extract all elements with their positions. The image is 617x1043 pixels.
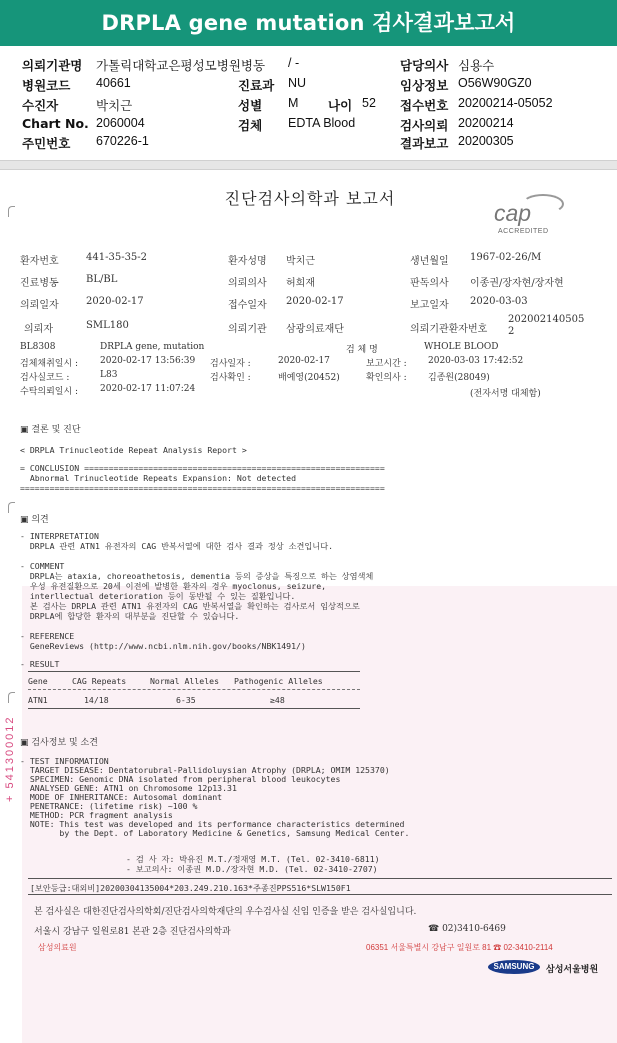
label: 진료과 [238, 78, 275, 93]
label: 수진자 [22, 98, 59, 113]
label: Chart No. [22, 116, 89, 131]
report-date: 20200305 [458, 134, 514, 148]
label: 결과보고 [400, 136, 449, 151]
label: 의뢰자 [24, 324, 53, 335]
certification-note: 본 검사실은 대한진단검사의학회/진단검사의학재단의 우수검사실 신임 인증을 받은 검사실입니다. [34, 907, 417, 917]
result-col-normal: Normal Alleles [150, 676, 220, 686]
label: 의뢰기관환자번호 [410, 324, 488, 335]
hospital-code: 40661 [96, 76, 131, 90]
interpretation-text: DRPLA 관련 ATN1 유전자의 CAG 반복서열에 대한 검사 결과 정상 소견입니다. [20, 541, 334, 551]
label: 접수일자 [228, 300, 267, 311]
test-info-line: NOTE: This test was developed and its performance characteristics determined [20, 819, 405, 829]
referring-institution: 삼광의료재단 [286, 324, 344, 335]
patient-name: 박치근 [286, 256, 315, 267]
section-heading: ▣ 결론 및 진단 [20, 425, 81, 435]
security-line: [보안등급:대외비]20200304135004*203.249.210.163*주종진PPS516*SLW150F1 [30, 883, 351, 893]
conclusion-rule: ========================================================================== [20, 483, 385, 493]
result-col-cag: CAG Repeats [72, 676, 127, 686]
label: 접수번호 [400, 98, 449, 113]
label: 보고시간 : [366, 359, 407, 369]
label: 환자번호 [20, 256, 59, 267]
label: 검사실코드 : [20, 373, 70, 383]
label: 검사의뢰 [400, 118, 449, 133]
reading-doctors: 이종권/장자현/장자현 [470, 278, 564, 289]
chart-number: 2060004 [96, 116, 145, 130]
ssn: 670226-1 [96, 134, 149, 148]
comment-line: 우성 유전질환으로 20세 이전에 발병한 환자의 경우 myoclonus, seizure, [20, 581, 327, 591]
label: 담당의사 [400, 58, 449, 73]
lab-address: 서울시 강남구 일원로81 본관 2층 진단검사의학과 [34, 927, 231, 937]
label: 검사확인 : [210, 373, 251, 383]
doctor: 심용수 [458, 59, 495, 73]
reference-text: GeneReviews (http://www.ncbi.nlm.nih.gov/books/NBK1491/) [20, 641, 306, 651]
institution: 가톨릭대학교은평성모병원병동 [96, 59, 266, 73]
label: 의뢰일자 [20, 300, 59, 311]
test-info-line: MODE OF INHERITANCE: Autosomal dominant [20, 792, 223, 802]
label: 판독의사 [410, 278, 449, 289]
label: 의뢰의사 [228, 278, 267, 289]
analysis-title: < DRPLA Trinucleotide Repeat Analysis Report > [20, 445, 247, 455]
test-code: BL8308 [20, 342, 56, 352]
comment-line: DRPLA는 ataxia, choreoathetosis, dementia 등의 증상을 특징으로 하는 상염색체 [20, 571, 374, 581]
report-banner: DRPLA gene mutation 검사결과보고서 [0, 0, 617, 46]
specimen-name: WHOLE BLOOD [424, 342, 499, 352]
ward: / - [288, 56, 300, 70]
cap-accredited-logo [484, 194, 564, 238]
age: 52 [362, 96, 376, 110]
section-heading: ▣ 검사정보 및 소견 [20, 738, 98, 748]
section-separator [0, 160, 617, 170]
label: 검체채취일시 : [20, 359, 79, 369]
result-heading: - RESULT [20, 659, 60, 669]
label: 검 체 명 [346, 345, 378, 355]
signer-line: - 보고의사: 이종권 M.D./장자현 M.D. (Tel. 02-3410-2707) [126, 864, 378, 874]
receipt-number: 20200214-05052 [458, 96, 553, 110]
sex: M [288, 96, 299, 110]
cap-logo-word: cap [494, 200, 532, 226]
cap-logo-accredited: ACCREDITED [498, 228, 549, 235]
ward: BL/BL [86, 274, 118, 285]
comment-heading: - COMMENT [20, 561, 65, 571]
report-time: 2020-03-03 17:42:52 [428, 356, 524, 366]
clinical-info: O56W90GZ0 [458, 76, 532, 90]
interpretation-heading: - INTERPRETATION [20, 531, 99, 541]
referrer: SML180 [86, 320, 129, 331]
result-col-pathogenic: Pathogenic Alleles [234, 676, 323, 686]
referring-patient-number-suffix: 2 [508, 326, 515, 337]
scanned-report [8, 172, 612, 972]
label: 나이 [328, 98, 353, 113]
request-date: 20200214 [458, 116, 514, 130]
conclusion-text: Abnormal Trinucleotide Repeats Expansion: Not detected [20, 473, 297, 483]
result-rule [28, 708, 360, 709]
label: 검체 [238, 118, 263, 133]
samsung-logo: SAMSUNG [488, 960, 540, 974]
reference-heading: - REFERENCE [20, 631, 75, 641]
referral-date: 2020-02-17 [86, 296, 144, 307]
referring-doctor: 허희재 [286, 278, 315, 289]
label: 주민번호 [22, 136, 71, 151]
conclusion-heading: = CONCLUSION ============================================================= [20, 463, 385, 473]
footer-rule [28, 878, 612, 879]
label: 확인의사 : [366, 373, 407, 383]
result-pathogenic-alleles: ≥48 [270, 695, 285, 705]
patient: 박치근 [96, 99, 133, 113]
label: 진료병동 [20, 278, 59, 289]
lab-phone: ☎ 02)3410-6469 [428, 924, 506, 934]
test-info-line: ANALYSED GENE: ATN1 on Chromosome 12p13.31 [20, 783, 237, 793]
label: 의뢰기관명 [22, 58, 83, 73]
confirmed-by: 배예영(20452) [278, 373, 340, 383]
section-heading: ▣ 의견 [20, 515, 49, 525]
test-info-line: METHOD: PCR fragment analysis [20, 810, 173, 820]
test-info-line: - TEST INFORMATION [20, 756, 109, 766]
label: 병원코드 [22, 78, 71, 93]
test-name: DRPLA gene, mutation [100, 342, 205, 352]
report-title: 진단검사의학과 보고서 [224, 189, 396, 208]
comment-line: DRPLA에 합당한 환자의 대부분을 진단할 수 있습니다. [20, 611, 240, 621]
label: 환자성명 [228, 256, 267, 267]
collection-time: 2020-02-17 13:56:39 [100, 356, 196, 366]
foot-org: 삼성의료원 [38, 943, 77, 952]
binding-mark [8, 502, 15, 513]
department: NU [288, 76, 307, 90]
label: 수탁의뢰일시 : [20, 387, 79, 397]
patient-number: 441-35-35-2 [86, 252, 148, 263]
label: 임상정보 [400, 78, 449, 93]
test-info-line: TARGET DISEASE: Dentatorubral-Pallidoluysian Atrophy (DRPLA; OMIM 125370) [20, 765, 390, 775]
test-info-line: PENETRANCE: (lifetime risk) ~100 % [20, 801, 198, 811]
result-cag-repeats: 14/18 [84, 695, 109, 705]
e-signature-note: (전자서명 대체함) [470, 389, 541, 399]
foot-address: 06351 서울특별시 강남구 일원로 81 ☎ 02-3410-2114 [366, 943, 553, 952]
referring-patient-number: 202002140505 [508, 314, 585, 325]
hospital-name: 삼성서울병원 [546, 964, 599, 974]
receipt-date: 2020-02-17 [286, 296, 344, 307]
label: 검사일자 : [210, 359, 251, 369]
confirming-doctor: 김종원(28049) [428, 373, 490, 383]
footer-rule [28, 894, 612, 895]
result-normal-alleles: 6-35 [176, 695, 196, 705]
comment-line: interllectual deterioration 등이 동반될 수 있는 질환입니다. [20, 591, 296, 601]
specimen: EDTA Blood [288, 116, 356, 130]
request-header [0, 52, 617, 152]
result-col-gene: Gene [28, 676, 48, 686]
signer-line: - 검 사 자: 박유진 M.T./정재영 M.T. (Tel. 02-3410-6811) [126, 854, 380, 864]
comment-line: 본 검사는 DRPLA 관련 ATN1 유전자의 CAG 반복서열을 확인하는 검사로서 임상적으로 [20, 601, 360, 611]
label: 의뢰기관 [228, 324, 267, 335]
vertical-id-stamp: + 541300012 [4, 715, 16, 802]
result-rule [28, 689, 360, 690]
label: 생년월일 [410, 256, 449, 267]
test-date: 2020-02-17 [278, 356, 330, 366]
label: 보고일자 [410, 300, 449, 311]
result-gene: ATN1 [28, 695, 48, 705]
date-of-birth: 1967-02-26/M [470, 252, 542, 263]
result-rule [28, 671, 360, 672]
lab-code: L83 [100, 370, 118, 380]
test-info-line: by the Dept. of Laboratory Medicine & Genetics, Samsung Medical Center. [20, 828, 410, 838]
receive-time: 2020-02-17 11:07:24 [100, 384, 196, 394]
report-date: 2020-03-03 [470, 296, 528, 307]
test-info-line: SPECIMEN: Genomic DNA isolated from peripheral blood leukocytes [20, 774, 341, 784]
label: 성별 [238, 98, 263, 113]
